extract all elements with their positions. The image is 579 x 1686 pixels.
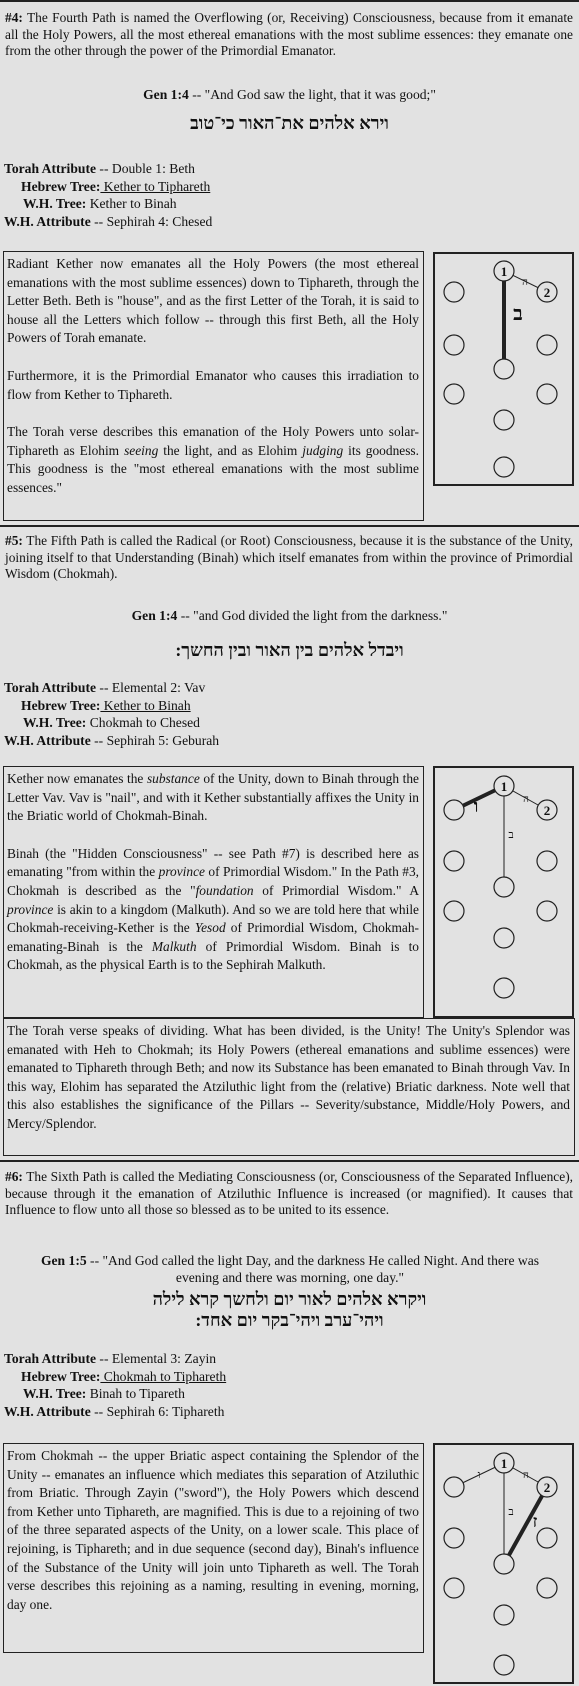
sephirah-node xyxy=(494,457,514,477)
torah-attribute-label: Torah Attribute xyxy=(4,1351,97,1366)
sephirah-node xyxy=(444,1477,464,1497)
path-5-torah-commentary: The Torah verse speaks of dividing. What has been divided, is the Unity! The Unity's Splendor was emanated with Heh to Chokmah; its Holy Powers (ethereal emanations and sublime essences) were emanated to Tiphareth through Beth; and now its Substance has been emanated to Binah through Vav. In this way, Elohim has separated the Atziluthic light from the (relative) Briatic darkness. Note well that this also establishes the significance of the Pillars -- Severity/substance, Middle/Holy Powers, and Mercy/Splendor. xyxy=(3,1018,575,1156)
wh-attribute-label: W.H. Attribute xyxy=(4,213,91,229)
wh-attribute-value: -- Sephirah 5: Geburah xyxy=(90,732,220,748)
commentary-paragraph: Furthermore, it is the Primordial Emanator who causes this irradiation to flow from Kether to Tiphareth. xyxy=(7,367,419,402)
hebrew-tree-value: Chokmah to Tiphareth xyxy=(100,1368,227,1384)
path-letter: ה xyxy=(523,1470,529,1481)
node-label: 2 xyxy=(543,803,551,818)
path-5-tree-diagram xyxy=(433,766,574,1018)
wh-attribute-value: -- Sephirah 6: Tiphareth xyxy=(90,1403,225,1419)
path-4-hebrew: וירא אלהים את־האור כי־טוב xyxy=(190,113,389,133)
section-divider xyxy=(0,525,579,527)
path-letter: ב xyxy=(508,829,514,841)
commentary-paragraph: Binah (the "Hidden Consciousness" -- see Path #7) is described here as emanating "from within the province of Primordial Wisdom." In the Path #3, Chokmah is described as the "foundation of Primordial Wisdom." A province is akin to a kingdom (Malkuth). And so we are told here that while Chokmah-receiving-Kether is the Yesod of Primordial Wisdom, Chokmah-emanating-Binah is the Malkuth of Primordial Wisdom. Binah is to Chokmah, as the physical Earth is to the Sephirah Malkuth. xyxy=(7,845,420,973)
torah-attribute-value: -- Elemental 3: Zayin xyxy=(96,1351,217,1366)
sephirah-node xyxy=(444,1528,464,1548)
sephirah-node xyxy=(537,335,557,355)
sephirah-node xyxy=(537,1578,557,1598)
hebrew-tree-value: Kether to Tiphareth xyxy=(100,178,211,194)
path-number: #4: xyxy=(5,10,23,25)
sephirah-node xyxy=(494,978,514,998)
hebrew-tree-value: Kether to Binah xyxy=(100,697,191,713)
verse-ref: Gen 1:5 xyxy=(40,1253,87,1268)
section-divider xyxy=(0,1160,579,1162)
node-label: 1 xyxy=(500,264,508,279)
wh-tree-label: W.H. Tree: xyxy=(23,1386,87,1401)
verse-ref: Gen 1:4 xyxy=(131,608,178,623)
sephirah-node xyxy=(494,877,514,897)
sephirah-node xyxy=(494,359,514,379)
path-number: #6: xyxy=(5,1169,23,1184)
path-letter: ב xyxy=(513,303,523,325)
node-label: 2 xyxy=(543,1480,551,1495)
path-5-intro xyxy=(5,533,573,583)
node-label: 1 xyxy=(500,1456,508,1471)
path-letter: ו xyxy=(473,796,479,816)
path-letter: ה xyxy=(522,277,528,288)
intro-text: The Sixth Path is called the Mediating Consciousness (or, Consciousness of the Separated Influence), because through it the emanation of Atziluthic Influence is increased (or magnified). It causes that Influence to flow unto all those so blessed as to be united to its essence. xyxy=(5,1169,573,1218)
torah-attribute-label: Torah Attribute xyxy=(4,161,97,176)
sephirah-node xyxy=(537,901,557,921)
wh-tree-value: Chokmah to Chesed xyxy=(86,715,200,730)
sephirah-node xyxy=(494,1605,514,1625)
intro-text: The Fifth Path is called the Radical (or Root) Consciousness, because it is the substance of the Unity, joining itself to that Understanding (Binah) which itself emanates from within the province of Primordial Wisdom (Chokmah). xyxy=(5,533,573,582)
hebrew-tree-label: Hebrew Tree: xyxy=(21,178,101,194)
sephirah-node xyxy=(444,1578,464,1598)
wh-tree-value: Binah to Tipareth xyxy=(86,1386,185,1401)
path-5-verse xyxy=(0,608,579,625)
hebrew-tree-label: Hebrew Tree: xyxy=(21,697,101,713)
verse-text: -- "And God called the light Day, and the darkness He called Night. And there was evening and there was morning, one day." xyxy=(86,1253,540,1285)
wh-attribute-value: -- Sephirah 4: Chesed xyxy=(90,213,213,229)
wh-attribute-label: W.H. Attribute xyxy=(4,1403,91,1419)
path-letter: ה xyxy=(523,794,529,805)
sephirah-node xyxy=(494,1655,514,1675)
torah-attribute-label: Torah Attribute xyxy=(4,680,97,695)
path-6-intro xyxy=(5,1169,573,1219)
path-4-commentary xyxy=(3,251,424,521)
sephirah-node xyxy=(537,384,557,404)
hebrew-tree-label: Hebrew Tree: xyxy=(21,1368,101,1384)
commentary-paragraph: The Torah verse describes this emanation of the Holy Powers unto solar-Tiphareth as Elohim seeing the light, and as Elohim judging its goodness. This goodness is the "most ethereal emanations with the most sublime essences." xyxy=(7,424,419,495)
sephirah-node xyxy=(444,901,464,921)
sephirah-node xyxy=(494,410,514,430)
sephirah-node xyxy=(444,851,464,871)
commentary-paragraph: From Chokmah -- the upper Briatic aspect containing the Splendor of the Unity -- emanates an influence which mediates this separation of Atziluthic from Briatic. Through Zayin ("sword"), the Holy Powers which descend from Kether unto Tiphareth, are magnified. This is due to a rejoining of two of the three separated aspects of the Unity, on a lower scale. This place of rejoining, is Tiphareth; and in due sequence (second day), Binah's influence of the Substance of the Unity will join unto Tiphareth as well. The Torah verse describes this rejoining as a naming, resulting in evening, morning, day one. xyxy=(7,1448,419,1612)
path-5-attributes xyxy=(4,679,219,749)
path-5-commentary xyxy=(3,766,424,1018)
wh-attribute-label: W.H. Attribute xyxy=(4,732,91,748)
commentary-paragraph: Kether now emanates the substance of the Unity, down to Binah through the Letter Vav. Vav is "nail", and with it Kether substantially affixes the Unity in the Briatic world of Chokmah-Binah. xyxy=(7,771,419,824)
sephirah-node xyxy=(444,800,464,820)
verse-text: -- "and God divided the light from the darkness." xyxy=(177,608,448,623)
path-letter: ב xyxy=(508,1506,514,1518)
sephirah-node xyxy=(444,282,464,302)
node-label: 2 xyxy=(543,285,551,300)
torah-attribute-value: -- Double 1: Beth xyxy=(96,161,195,176)
wh-tree-value: Kether to Binah xyxy=(86,196,177,211)
wh-tree-label: W.H. Tree: xyxy=(23,196,87,211)
verse-text: -- "And God saw the light, that it was good;" xyxy=(188,87,436,102)
sephirah-node xyxy=(444,335,464,355)
path-6-commentary xyxy=(3,1443,424,1653)
wh-tree-label: W.H. Tree: xyxy=(23,715,87,730)
path-4-attributes xyxy=(4,160,212,230)
path-6-hebrew-line-1: ויקרא אלהים לאור יום ולחשך קרא לילה xyxy=(152,1289,427,1309)
path-6-hebrew-line-2: ויהי־ערב ויהי־בקר יום אחד: xyxy=(195,1310,384,1330)
section-divider xyxy=(0,0,579,2)
path-6-verse xyxy=(40,1253,540,1286)
sephirah-node xyxy=(444,384,464,404)
sephirah-node xyxy=(537,851,557,871)
path-4-verse xyxy=(0,87,579,104)
sephirah-node xyxy=(494,928,514,948)
torah-attribute-value: -- Elemental 2: Vav xyxy=(96,680,206,695)
path-5-hebrew: ויבדל אלהים בין האור ובין החשך: xyxy=(175,640,404,660)
sephirah-node xyxy=(537,1528,557,1548)
path-4-tree-diagram xyxy=(433,252,574,486)
path-number: #5: xyxy=(5,533,23,548)
intro-text: The Fourth Path is named the Overflowing (or, Receiving) Consciousness, because from it emanate all the Holy Powers, all the most ethereal emanations with the most sublime essences: they emanate one from the other through the power of the Primordial Emanator. xyxy=(5,10,573,59)
path-4-intro xyxy=(5,10,573,60)
commentary-paragraph: Radiant Kether now emanates all the Holy Powers (the most ethereal emanations with the most sublime essences) down to Tiphareth, through the Letter Beth. Beth is "house", and as the first Letter of the Torah, it is said to house all the Letters which follow -- through this first Beth, all the Holy Powers of Torah emanate. xyxy=(7,256,419,346)
path-letter: ז xyxy=(532,1512,538,1531)
path-6-tree-diagram xyxy=(433,1443,574,1684)
sephirah-node xyxy=(494,1554,514,1574)
path-6-attributes xyxy=(4,1350,226,1420)
path-letter: ו xyxy=(477,1469,481,1481)
verse-ref: Gen 1:4 xyxy=(143,87,189,102)
node-label: 1 xyxy=(500,779,508,794)
